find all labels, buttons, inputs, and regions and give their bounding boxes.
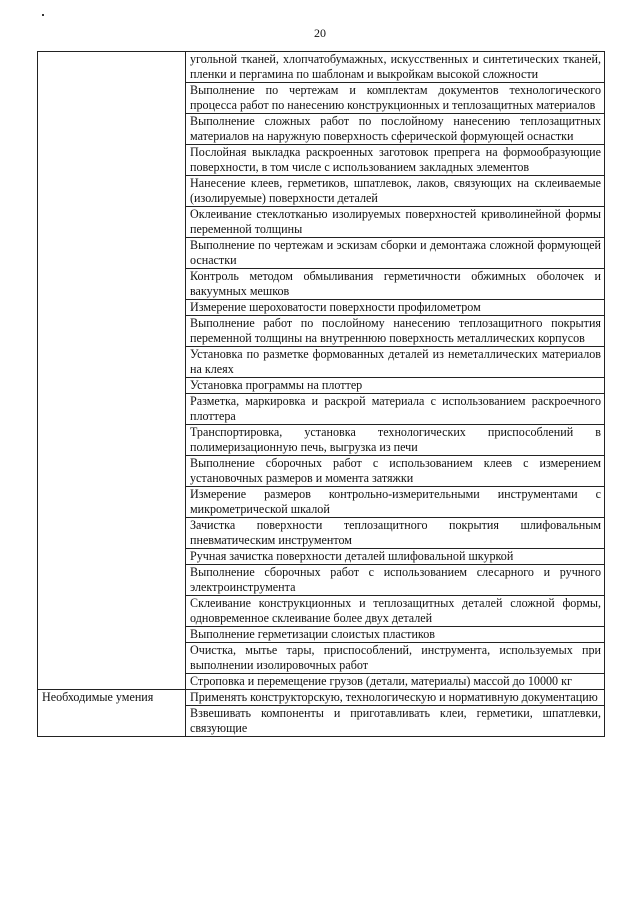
page-number: 20 (314, 26, 326, 40)
table-cell-item: Выполнение работ по послойному нанесению теплозащитного покрытия переменной толщины на внутреннюю поверхность металлических корпусов (186, 316, 605, 347)
table-cell-item: Применять конструкторскую, технологическую и нормативную документацию (186, 690, 605, 706)
labor-functions-table (37, 51, 605, 737)
table-cell-item: Ручная зачистка поверхности деталей шлифовальной шкуркой (186, 549, 605, 565)
table-cell-item: Выполнение по чертежам и эскизам сборки и демонтажа сложной формующей оснастки (186, 238, 605, 269)
table-cell-item: Выполнение сборочных работ с использованием клеев с измерением установочных размеров и момента затяжки (186, 456, 605, 487)
table-cell-item: Послойная выкладка раскроенных заготовок препрега на формообразующие поверхности, в том числе с использованием закладных элементов (186, 145, 605, 176)
table-body (38, 52, 605, 737)
table-cell-item: Оклеивание стеклотканью изолируемых поверхностей криволинейной формы переменной толщины (186, 207, 605, 238)
table-cell-item: Взвешивать компоненты и приготавливать клеи, герметики, шпатлевки, связующие (186, 706, 605, 737)
section-label (38, 52, 186, 690)
table-cell-item: Выполнение по чертежам и комплектам документов технологического процесса работ по нанесению конструкционных и теплозащитных материалов (186, 83, 605, 114)
table-cell-item: Выполнение сборочных работ с использованием слесарного и ручного электроинструмента (186, 565, 605, 596)
table-cell-item: Выполнение сложных работ по послойному нанесению теплозащитных материалов на наружную поверхность сферической формующей оснастки (186, 114, 605, 145)
table-cell-item: Транспортировка, установка технологических приспособлений в полимеризационную печь, выгрузка из печи (186, 425, 605, 456)
table-cell-item: Установка по разметке формованных деталей из неметаллических материалов на клеях (186, 347, 605, 378)
table-cell-item: Зачистка поверхности теплозащитного покрытия шлифовальным пневматическим инструментом (186, 518, 605, 549)
table-cell-item: Измерение размеров контрольно-измерительными инструментами с микрометрической шкалой (186, 487, 605, 518)
table-cell-item: Выполнение герметизации слоистых пластиков (186, 627, 605, 643)
table-cell-item: Склеивание конструкционных и теплозащитных деталей сложной формы, одновременное склеивание более двух деталей (186, 596, 605, 627)
table-row (38, 52, 605, 83)
table-cell-item: угольной тканей, хлопчатобумажных, искусственных и синтетических тканей, пленки и пергамина по шаблонам и выкройкам высокой сложности (186, 52, 605, 83)
table-cell-item: Контроль методом обмыливания герметичности обжимных оболочек и вакуумных мешков (186, 269, 605, 300)
table-cell-item: Установка программы на плоттер (186, 378, 605, 394)
table-cell-item: Строповка и перемещение грузов (детали, материалы) массой до 10000 кг (186, 674, 605, 690)
section-label: Необходимые умения (38, 690, 186, 737)
table-row (38, 690, 605, 706)
table-cell-item: Очистка, мытье тары, приспособлений, инструмента, используемых при выполнении изолировочных работ (186, 643, 605, 674)
table-cell-item: Разметка, маркировка и раскрой материала с использованием раскроечного плоттера (186, 394, 605, 425)
scan-speck (42, 14, 44, 16)
table-cell-item: Нанесение клеев, герметиков, шпатлевок, лаков, связующих на склеиваемые (изолируемые) поверхности деталей (186, 176, 605, 207)
table-cell-item: Измерение шероховатости поверхности профилометром (186, 300, 605, 316)
